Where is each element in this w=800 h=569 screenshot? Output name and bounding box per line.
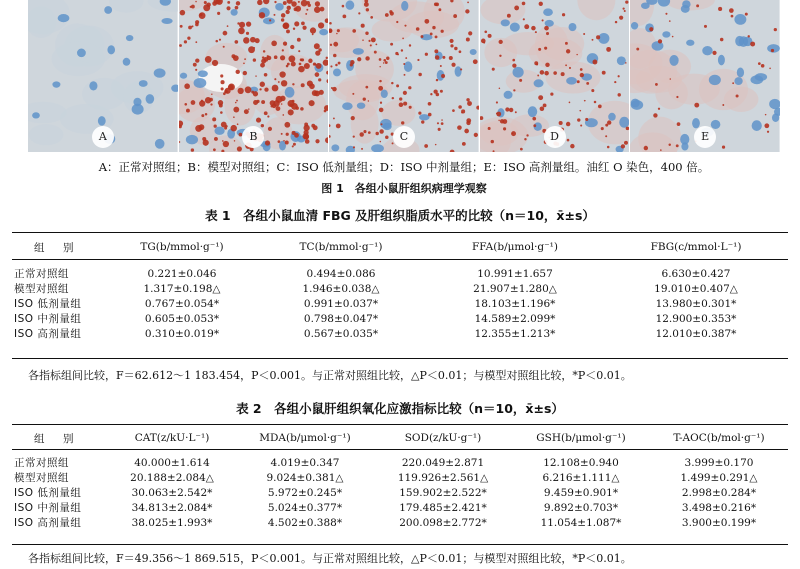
table-cell: 3.900±0.199* <box>681 516 757 529</box>
table-row <box>12 326 788 341</box>
table-cell: 0.605±0.053* <box>144 312 220 325</box>
table-row <box>12 311 788 326</box>
group-name: 模型对照组 <box>14 283 69 295</box>
table-1-bottom-rule <box>12 358 788 359</box>
panel-b-model-control <box>178 0 329 152</box>
table-row <box>12 296 788 311</box>
table-row <box>12 266 788 281</box>
table-cell: 9.892±0.703* <box>543 501 619 514</box>
column-header: SOD(z/kU·g⁻¹) <box>404 432 482 444</box>
table-cell: 6.216±1.111△ <box>542 471 620 484</box>
table-row <box>12 455 788 470</box>
table-cell: 14.589±2.099* <box>474 312 556 325</box>
table-row <box>12 281 788 296</box>
table-cell: 1.946±0.038△ <box>302 282 380 295</box>
table-cell: 12.355±1.213* <box>474 327 556 340</box>
group-name: ISO 低剂量组 <box>14 298 82 310</box>
table-1-top-rule <box>12 232 788 233</box>
table-cell: 11.054±1.087* <box>540 516 622 529</box>
group-name: ISO 高剂量组 <box>14 328 82 340</box>
table-cell: 200.098±2.772* <box>399 516 487 529</box>
table-cell: 21.907±1.280△ <box>473 282 557 295</box>
panel-label: C <box>393 126 415 148</box>
table-cell: 179.485±2.421* <box>399 501 487 514</box>
table-row <box>12 500 788 515</box>
table-row <box>12 485 788 500</box>
table-cell: 1.499±0.291△ <box>680 471 758 484</box>
table-cell: 2.998±0.284* <box>681 486 757 499</box>
table-cell: 0.798±0.047* <box>303 312 379 325</box>
group-name: ISO 中剂量组 <box>14 313 82 325</box>
table-cell: 119.926±2.561△ <box>397 471 489 484</box>
column-header: MDA(b/μmol·g⁻¹) <box>259 432 351 444</box>
table-2-note: 各指标组间比较，F＝49.356～1 869.515，P＜0.001。与正常对照组比较，△P＜0.01；与模型对照组比较，*P＜0.01。 <box>28 552 632 565</box>
table-cell: 5.024±0.377* <box>267 501 343 514</box>
table-cell: 19.010±0.407△ <box>654 282 738 295</box>
panel-d-iso-mid <box>479 0 630 152</box>
table-cell: 0.494±0.086 <box>306 267 376 280</box>
table-row <box>12 515 788 530</box>
table-2 <box>12 427 788 530</box>
table-cell: 40.000±1.614 <box>134 456 210 469</box>
group-name: ISO 低剂量组 <box>14 487 82 499</box>
table-1 <box>12 236 788 341</box>
table-cell: 9.024±0.381△ <box>266 471 344 484</box>
table-cell: 9.459±0.901* <box>543 486 619 499</box>
figure-legend: A：正常对照组；B：模型对照组；C：ISO 低剂量组；D：ISO 中剂量组；E：ISO 高剂量组。油红 O 染色，400 倍。 <box>98 160 710 174</box>
panel-label: A <box>92 126 114 148</box>
table-1-note: 各指标组间比较，F＝62.612～1 183.454，P＜0.001。与正常对照组比较，△P＜0.01；与模型对照组比较，*P＜0.01。 <box>28 369 632 382</box>
panel-label: B <box>242 126 264 148</box>
group-name: 正常对照组 <box>14 268 69 280</box>
figure-1-panels <box>28 0 780 152</box>
column-header: 组 别 <box>34 241 78 254</box>
column-header: FFA(b/μmol·g⁻¹) <box>472 241 558 253</box>
table-cell: 12.108±0.940 <box>543 456 619 469</box>
column-header: GSH(b/μmol·g⁻¹) <box>536 432 626 444</box>
table-cell: 20.188±2.084△ <box>130 471 214 484</box>
table-cell: 10.991±1.657 <box>477 267 553 280</box>
table-2-top-rule <box>12 424 788 425</box>
panel-label: E <box>694 126 716 148</box>
table-cell: 13.980±0.301* <box>655 297 737 310</box>
table-cell: 0.767±0.054* <box>144 297 220 310</box>
table-cell: 18.103±1.196* <box>474 297 556 310</box>
table-cell: 0.991±0.037* <box>303 297 379 310</box>
table-cell: 0.567±0.035* <box>303 327 379 340</box>
table-cell: 159.902±2.522* <box>399 486 487 499</box>
table-2-title: 表 2 各组小鼠肝组织氧化应激指标比较（n＝10，x̄±s） <box>236 401 564 416</box>
table-cell: 4.502±0.388* <box>267 516 343 529</box>
group-name: 正常对照组 <box>14 457 69 469</box>
column-header: FBG(c/mmol·L⁻¹) <box>650 241 742 253</box>
column-header: T-AOC(b/mol·g⁻¹) <box>673 432 765 444</box>
table-cell: 6.630±0.427 <box>661 267 731 280</box>
table-cell: 3.999±0.170 <box>684 456 754 469</box>
table-cell: 34.813±2.084* <box>131 501 213 514</box>
table-cell: 1.317±0.198△ <box>143 282 221 295</box>
column-header: 组 别 <box>34 432 78 445</box>
group-name: 模型对照组 <box>14 472 69 484</box>
table-cell: 38.025±1.993* <box>131 516 213 529</box>
table-cell: 0.221±0.046 <box>147 267 217 280</box>
table-cell: 5.972±0.245* <box>267 486 343 499</box>
table-1-header-row <box>12 236 788 258</box>
table-cell: 0.310±0.019* <box>144 327 220 340</box>
column-header: TC(b/mmol·g⁻¹) <box>299 241 383 253</box>
table-cell: 220.049±2.871 <box>401 456 485 469</box>
figure-caption: 图 1 各组小鼠肝组织病理学观察 <box>321 182 487 195</box>
group-name: ISO 高剂量组 <box>14 517 82 529</box>
table-cell: 3.498±0.216* <box>681 501 757 514</box>
table-2-bottom-rule <box>12 544 788 545</box>
table-cell: 4.019±0.347 <box>270 456 340 469</box>
panel-label: D <box>544 126 566 148</box>
column-header: TG(b/mmol·g⁻¹) <box>140 241 224 253</box>
panel-e-iso-high <box>629 0 780 152</box>
column-header: CAT(z/kU·L⁻¹) <box>134 432 210 444</box>
table-2-header-row <box>12 427 788 449</box>
panel-c-iso-low <box>328 0 479 152</box>
table-row <box>12 470 788 485</box>
table-cell: 12.010±0.387* <box>655 327 737 340</box>
table-cell: 12.900±0.353* <box>655 312 737 325</box>
table-cell: 30.063±2.542* <box>131 486 213 499</box>
panel-a-normal-control <box>28 0 178 152</box>
group-name: ISO 中剂量组 <box>14 502 82 514</box>
table-1-title: 表 1 各组小鼠血清 FBG 及肝组织脂质水平的比较（n＝10，x̄±s） <box>205 208 595 223</box>
